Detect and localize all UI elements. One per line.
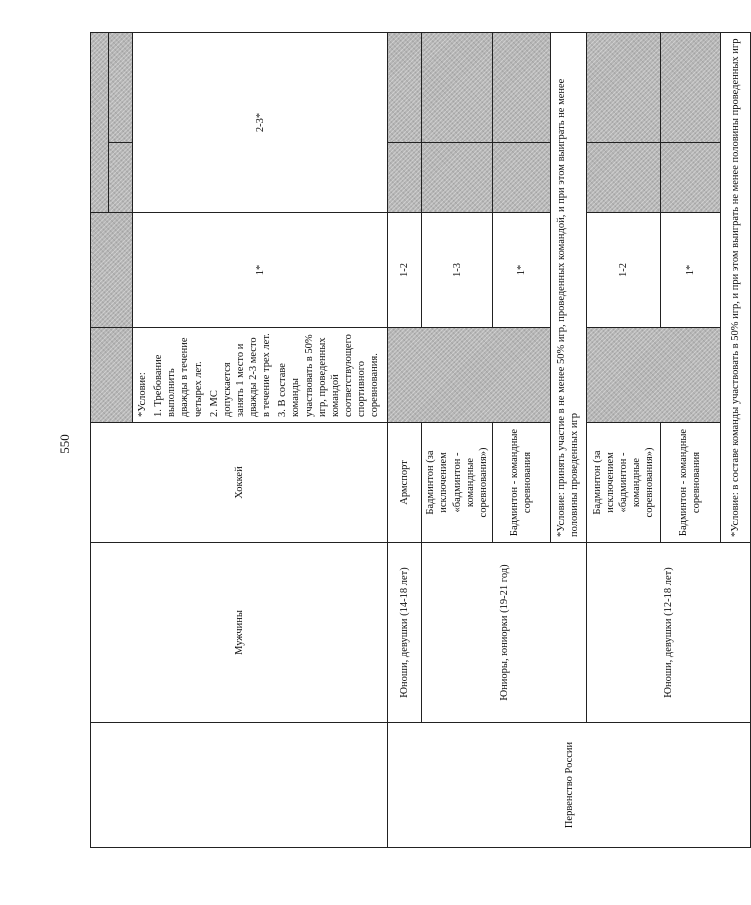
condition-title: *Условие: [137,372,148,417]
discipline-armsport: Армспорт [388,422,422,542]
shaded-cell [91,32,109,212]
page-number: 550 [56,434,72,454]
discipline-badminton: Бадминтон (за исключением «бадминтон - командные соревнования») [422,422,493,542]
gender-cell: Мужчины [91,542,388,722]
shaded-cell [388,327,551,422]
juniors-badminton-value: 1-3 [422,212,493,327]
shaded-cell [422,142,493,212]
shaded-cell [388,32,422,142]
condition-2: 2. МС допускается занять 1 место и дважды 2-3 место в течение трех лет. [208,333,273,417]
competition-cell: Первенство России [388,723,751,848]
youth-badminton-value: 1-2 [586,212,660,327]
shaded-cell [586,142,660,212]
shaded-cell [492,142,550,212]
shaded-cell [91,212,133,327]
youth-team-value: 1* [660,212,720,327]
condition-1: 1. Требование выполнить дважды в течение четырех лет. [153,337,204,417]
shaded-cell [109,32,133,142]
shaded-cell [660,142,720,212]
shaded-cell [660,32,720,142]
armsport-value: 1-2 [388,212,422,327]
table-row [91,32,109,847]
hockey-condition-cell [133,327,388,422]
shaded-cell [109,142,133,212]
youth-age: Юноши, девушки (12-18 лет) [586,542,750,722]
discipline-hockey: Хоккей [91,422,388,542]
youth-team-note: *Условие: в составе команды участвовать в 50% игр, и при этом выиграть не менее половины проведенных игр [720,32,750,542]
juniors-team-note: *Условие: принять участие в не менее 50% игр, проведенных командой, и при этом выиграть не менее половины проведенных игр [550,32,586,542]
shaded-cell [388,142,422,212]
armsport-age: Юноши, девушки (14-18 лет) [388,542,422,722]
shaded-cell [586,327,720,422]
requirements-table [90,32,751,848]
shaded-cell [586,32,660,142]
condition-3: 3. В составе команды участвовать в 50% игр, проведенных командой соответствующего спортивного соревнования. [277,334,381,417]
shaded-cell [422,32,493,142]
shaded-cell [492,32,550,142]
juniors-team-value: 1* [492,212,550,327]
discipline-badminton-team: Бадминтон - командные соревнования [660,422,720,542]
table-row [388,32,422,847]
shaded-cell [91,327,133,422]
discipline-badminton-team: Бадминтон - командные соревнования [492,422,550,542]
discipline-badminton: Бадминтон (за исключением «бадминтон - командные соревнования») [586,422,660,542]
competition-cell-empty [91,723,388,848]
hockey-value-2: 2-3* [133,32,388,212]
rotated-table-sheet [90,33,741,848]
juniors-age: Юниоры, юниорки (19-21 год) [422,542,587,722]
hockey-value-1: 1* [133,212,388,327]
